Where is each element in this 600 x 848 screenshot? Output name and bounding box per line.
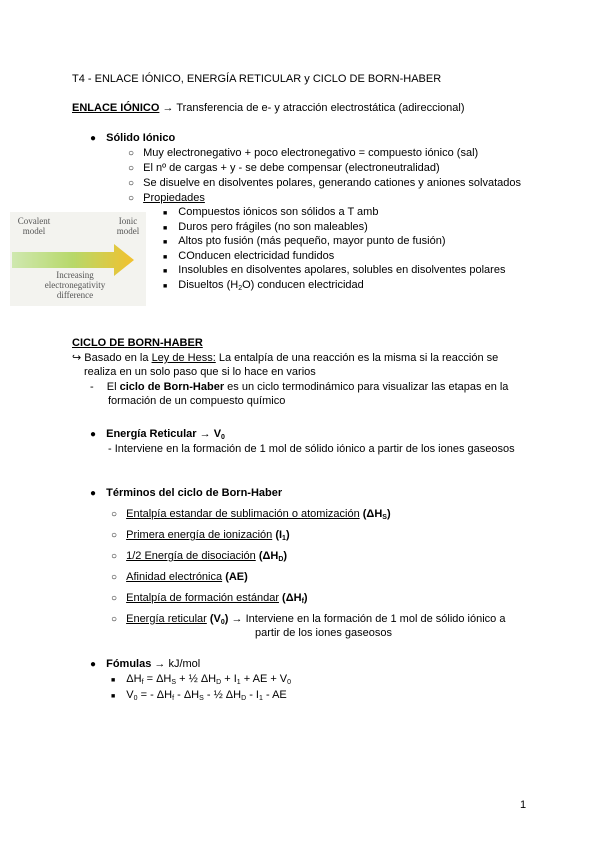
bullet-circle-icon: ○: [111, 593, 118, 604]
termino-item: ○ Entalpía estandar de sublimación o atomización $(\Delta H_S)$: [111, 508, 391, 521]
reticular-desc-line-2: partir de los iones gaseosos: [255, 627, 392, 639]
bullet-circle-icon: ○: [128, 193, 135, 204]
bullet-square-icon: ■: [111, 693, 116, 700]
list-item-text: Altos pto fusión (más pequeño, mayor punto de fusión): [178, 235, 446, 247]
definicion-line-2: formación de un compuesto químico: [108, 395, 286, 407]
list-item-text: Duros pero frágiles (no son maleables): [178, 221, 368, 233]
energia-reticular-label: Energía Reticular → $V_0$: [106, 428, 225, 441]
bullet-circle-icon: ○: [128, 148, 135, 159]
basado-line-2: realiza en un solo paso que si lo hace en varios: [84, 366, 316, 378]
termino-item: ○ 1/2 Energía de disociación $(\Delta H_D)$: [111, 550, 288, 563]
solido-ionico-label: Sólido Iónico: [106, 132, 176, 144]
propiedades-label: Propiedades: [143, 192, 205, 204]
bonding-model-figure: [10, 212, 146, 306]
list-item-text: Muy electronegativo + poco electronegativo = compuesto iónico (sal): [143, 147, 479, 159]
termino-item: ○ Energía reticular $(V_0)$ → Interviene en la formación de 1 mol de sólido iónico a: [111, 613, 506, 626]
list-item: [163, 278, 364, 296]
bullet-square-icon: ■: [163, 254, 168, 261]
bullet-circle-icon: ○: [111, 572, 118, 583]
bullet-circle-icon: ○: [128, 163, 135, 174]
page-number: 1: [520, 799, 527, 811]
bullet-square-icon: ■: [163, 210, 168, 217]
list-item: [163, 234, 446, 250]
basado-line-1: ↪ Basado en la Ley de Hess: La entalpía de una reacción es la misma si la reacción se: [72, 352, 499, 364]
formulas-label: Fómulas: [106, 658, 152, 670]
list-item-text: Compuestos iónicos son sólidos a T amb: [178, 206, 379, 218]
formula-1: $\Delta H_f = \Delta H_S$ + ½ $\Delta H_D + I_1$ + AE + $V_0$: [126, 673, 292, 686]
list-item-text: COnducen electricidad fundidos: [178, 250, 335, 262]
list-item: [163, 263, 505, 279]
list-item-text: Disueltos $(H_2O)$ conducen electricidad: [178, 279, 364, 292]
section-enlace-heading-line: [72, 101, 465, 115]
bullet-circle-icon: ○: [128, 178, 135, 189]
ionic-model-label: Ionic model: [116, 216, 140, 236]
propiedades-item: [128, 191, 205, 206]
bullet-square-icon: ■: [163, 283, 168, 290]
bullet-disc-icon: ●: [90, 429, 97, 440]
enlace-intro: → Transferencia de e- y atracción electrostática (adireccional): [162, 102, 465, 114]
terminos-item: [90, 486, 282, 501]
termino-item: ○ Primera energía de ionización $(I_1)$: [111, 529, 290, 542]
formula-line: [111, 688, 287, 706]
energia-reticular-desc: - Interviene en la formación de 1 mol de sólido iónico a partir de los iones gaseosos: [108, 443, 515, 455]
bullet-square-icon: ■: [163, 239, 168, 246]
list-item: [128, 176, 521, 191]
page-title: T4 - ENLACE IÓNICO, ENERGÍA RETICULAR y CICLO DE BORN-HABER: [72, 73, 442, 85]
bullet-disc-icon: ●: [90, 133, 97, 144]
formula-2: $V_0$ = - $\Delta H_f - \Delta H_S$ - ½ $\Delta H_D - I_1$ - AE: [126, 689, 287, 702]
ciclo-heading: CICLO DE BORN-HABER: [72, 337, 203, 349]
bullet-square-icon: ■: [163, 225, 168, 232]
formulas-unit: → kJ/mol: [154, 658, 201, 670]
list-item-text: Insolubles en disolventes apolares, solubles en disolventes polares: [178, 264, 506, 276]
definicion-line-1: - El ciclo de Born-Haber es un ciclo termodinámico para visualizar las etapas en la: [90, 381, 509, 393]
list-item: [128, 146, 478, 161]
arrow-caption: Increasing electronegativity difference: [44, 270, 106, 300]
enlace-heading: ENLACE IÓNICO: [72, 102, 160, 114]
ley-de-hess: Ley de Hess:: [151, 352, 216, 364]
bullet-circle-icon: ○: [111, 551, 118, 562]
list-item: [163, 205, 378, 221]
list-item: [128, 161, 440, 176]
bullet-disc-icon: ●: [90, 488, 97, 499]
solido-ionico-item: [90, 131, 175, 146]
dash-bullet: -: [90, 381, 94, 393]
termino-item: ○ Entalpía de formación estándar $(\Delta H_f)$: [111, 592, 308, 605]
bullet-square-icon: ■: [163, 268, 168, 275]
bullet-square-icon: ■: [111, 677, 116, 684]
formulas-item: [90, 657, 200, 672]
terminos-label: Términos del ciclo de Born-Haber: [106, 487, 283, 499]
bullet-circle-icon: ○: [111, 530, 118, 541]
bullet-disc-icon: ●: [90, 659, 97, 670]
bullet-circle-icon: ○: [111, 509, 118, 520]
list-item-text: Se disuelve en disolventes polares, generando cationes y aniones solvatados: [143, 177, 522, 189]
covalent-model-label: Covalent model: [17, 216, 51, 236]
list-item-text: El nº de cargas + y - se debe compensar (electroneutralidad): [143, 162, 440, 174]
bullet-circle-icon: ○: [111, 614, 118, 625]
termino-item: ○ Afinidad electrónica (AE): [111, 571, 248, 583]
